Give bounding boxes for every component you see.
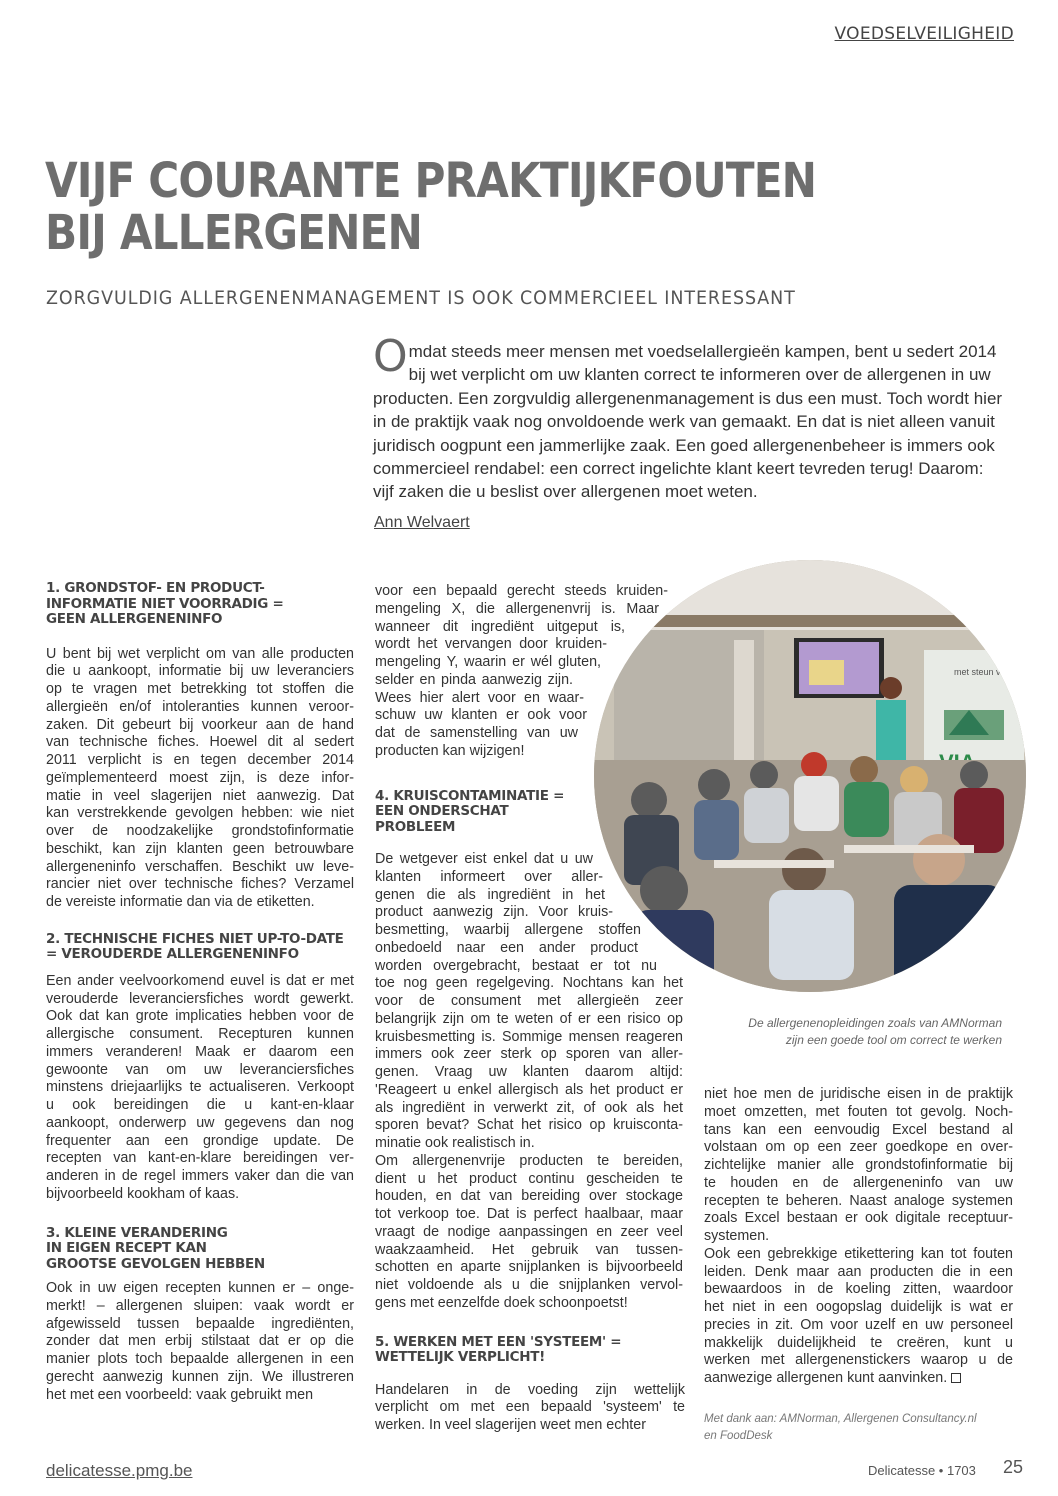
intro-line: bij wet verplicht om uw klanten correct te informeren over de allergenen in uw — [408, 365, 991, 385]
text-line: allergieën en/of intoleranties kunnen veroor- — [46, 698, 354, 715]
text-line: selder en pinda aanwezig zijn. — [375, 671, 573, 688]
banner-text: met steun van — [954, 667, 1011, 677]
text-line: matie in veel slagerijen niet aanwezig. Dat — [46, 787, 354, 804]
website-link[interactable]: delicatesse.pmg.be — [46, 1461, 193, 1480]
text-line: immers ook zeer sterk op sporen van aller- — [375, 1046, 683, 1063]
author-byline[interactable]: Ann Welvaert — [374, 514, 470, 531]
drop-cap: O — [373, 331, 408, 382]
heading-line: PROBLEEM — [375, 818, 456, 835]
section-heading-3 — [46, 1226, 354, 1273]
text-line: besmetting, waarbij allergene stoffen — [375, 922, 641, 938]
text-line: product aanwezig zijn. Voor kruis- — [375, 904, 613, 921]
seminar-photo-illustration — [594, 560, 1026, 992]
text-line: dient u het product continu gescheiden te — [375, 1170, 683, 1187]
text-line: aankoopt, onderwerp uw gegevens dan nog — [46, 1114, 354, 1131]
text-line: frequenter aan een grondige update. De — [46, 1132, 354, 1149]
text-line: zaken. Dit gebeurt bij voorkeur aan de hand — [46, 716, 354, 733]
text-line: makkelijk duidelijkheid te creëren, kunt u — [704, 1334, 1013, 1351]
text-line: immers veranderen! Maak er daarom een — [46, 1043, 354, 1060]
text-line: sporen bevat? Schat het risico op kruisconta- — [375, 1117, 683, 1134]
text-line: gerecht aanwezig kunnen zijn. We illustreren — [46, 1368, 354, 1385]
heading-line: EEN ONDERSCHAT — [375, 803, 509, 819]
text-line: minstens driejaarlijks te actualiseren. Verkoopt — [46, 1079, 354, 1096]
text-line: bijvoorbeeld kookham of kaas. — [46, 1185, 240, 1202]
text-line: kan verstrekkende gevolgen hebben: wie niet — [46, 805, 354, 822]
text-line: De wetgever eist enkel dat u uw — [375, 851, 593, 867]
magazine-issue: Delicatesse • 1703 — [868, 1463, 976, 1478]
heading-line: 2. TECHNISCHE FICHES NIET UP-TO-DATE — [46, 930, 344, 947]
text-line: bewaardoos in de koeling zitten, waardoor — [704, 1281, 1013, 1298]
column-1 — [46, 581, 354, 1404]
text-line: beschikt, kan zijn klanten geen betrouwbare — [46, 840, 354, 857]
text-line: minatie ook realistisch in. — [375, 1135, 535, 1151]
end-mark-icon — [951, 1373, 961, 1383]
text-line: tans kan een eenvoudig Excel bestand al — [704, 1121, 1013, 1138]
acknowledgement — [704, 1411, 977, 1445]
text-line: onbedoeld naar een ander product — [375, 939, 638, 956]
paragraph-2 — [46, 973, 354, 1204]
title-line: BIJ ALLERGENEN — [45, 205, 422, 261]
text-line: schuw uw klanten er ook voor — [375, 707, 587, 724]
intro-paragraph — [373, 331, 1013, 504]
text-line: geïmplementeerd moest zijn, is deze infor- — [46, 769, 354, 786]
seminar-photo — [594, 560, 1026, 992]
heading-line: WETTELIJK VERPLICHT! — [375, 1349, 546, 1365]
text-line: waakzaamheid. Het gebruik van tussen- — [375, 1241, 683, 1258]
intro-lines — [373, 331, 1013, 504]
article-title — [45, 155, 837, 259]
text-line: het met een voorbeeld: vaak gebruikt men — [46, 1386, 314, 1403]
text-line: als ingrediënt in verwerkt zit, of ook als het — [375, 1099, 683, 1116]
text-line: recepten te beheren. Naast analoge systemen — [704, 1192, 1013, 1209]
text-line: wanneer dit ingrediënt uitgeput is, — [375, 618, 625, 635]
heading-line: = VEROUDERDE ALLERGENENINFO — [46, 946, 299, 963]
paragraph-5-continued — [704, 1086, 1013, 1388]
text-line: toe nog geen regelgeving. Nochtans kan het — [375, 975, 683, 992]
text-line: systemen. — [704, 1228, 770, 1244]
caption-line: De allergenenopleidingen zoals van AMNorman — [748, 1016, 1002, 1030]
text-line: allergische consument. Recepturen kunnen — [46, 1026, 354, 1042]
text-line: zonder dat men erbij stilstaat dat er op die — [46, 1333, 354, 1350]
text-line: afgewisseld tussen bepaalde ingrediënten, — [46, 1315, 354, 1332]
column-3 — [704, 1086, 1013, 1388]
text-line: belangrijk zijn om te weten of er een risico op — [375, 1010, 683, 1027]
text-line: verouderde leveranciersfiches wordt gewerkt. — [46, 990, 354, 1007]
caption-line: zijn een goede tool om correct te werken — [785, 1033, 1002, 1047]
text-line: van technische fiches. Hoewel dit al sedert — [46, 734, 354, 751]
paragraph-3 — [46, 1280, 354, 1404]
text-line: recepten van kant-en-klare bereidingen ver- — [46, 1150, 354, 1167]
text-line: 2011 verplicht is en tegen december 2014 — [46, 752, 354, 768]
text-line: Een ander veelvoorkomend euvel is dat er met — [46, 972, 354, 989]
acknowledgement-line: en FoodDesk — [704, 1430, 773, 1442]
text-line: tot verkoop toe. Dat is perfect haalbaar, maar — [375, 1206, 683, 1222]
text-line: verplicht om met een bepaald 'systeem' te — [375, 1399, 685, 1416]
text-line: wordt het vervangen door kruiden- — [375, 636, 607, 653]
text-line: niet hoe men de juridische eisen in de praktijk — [704, 1086, 1013, 1102]
acknowledgement-line: Met dank aan: AMNorman, Allergenen Consultancy.nl — [704, 1413, 977, 1425]
intro-line: in de praktijk vaak nog onvoldoende werk van gemaakt. En dat is niet alleen vanuit — [373, 412, 995, 432]
text-line: anderen in de regel immers vaker dan die van — [46, 1168, 354, 1184]
text-line: rancier niet over technische fiches? Verzamel — [46, 876, 354, 893]
text-line: Ook in uw eigen recepten kunnen er – onge- — [46, 1280, 354, 1296]
heading-line: GROOTSE GEVOLGEN HEBBEN — [46, 1255, 265, 1272]
paragraph-5 — [375, 1382, 685, 1435]
text-line: volstaan om op een zeer goedkope en over- — [704, 1139, 1013, 1156]
text-line: manier plots toch bepaalde allergenen in een — [46, 1351, 354, 1367]
text-line: houden, en dat van bereiding over stockage — [375, 1188, 683, 1205]
text-line: zichtelijke manier alle grondstofinformatie bij — [704, 1157, 1013, 1173]
heading-line: GEEN ALLERGENENINFO — [46, 611, 223, 627]
text-line: 'Reageert u enkel allergisch als het product er — [375, 1081, 683, 1098]
text-line: werken met allergenenstickers waarop u de — [704, 1352, 1013, 1369]
heading-line: 1. GRONDSTOF- EN PRODUCT- — [46, 580, 265, 596]
text-line: moet omzetten, met fouten tot gevolg. Noch- — [704, 1103, 1013, 1120]
section-heading-1 — [46, 581, 354, 628]
text-line: het niet in een oogopslag duidelijk is wat er — [704, 1299, 1013, 1315]
text-line: dat de samenstelling van uw — [375, 725, 578, 741]
text-line: schotten en aparte snijplanken is bijvoorbeeld — [375, 1259, 683, 1276]
text-line: u ook bereidingen die u kant-en-klaar — [46, 1097, 354, 1113]
section-tag: VOEDSELVEILIGHEID — [834, 24, 1014, 44]
text-line: Ook dat kan grote implicaties hebben voor de — [46, 1008, 354, 1025]
text-line: gewoonte van om uw leveranciersfiches — [46, 1061, 354, 1078]
section-heading-5 — [375, 1335, 685, 1366]
heading-line: 5. WERKEN MET EEN 'SYSTEEM' = — [375, 1333, 622, 1350]
text-line: genen. Vraag uw klanten daarom altijd: — [375, 1064, 683, 1080]
text-line: genen die als ingrediënt in het — [375, 886, 605, 903]
title-line: VIJF COURANTE PRAKTIJKFOUTEN — [45, 153, 817, 209]
text-line: aanwezige allergenen kunt aanvinken. — [704, 1370, 1013, 1388]
text-line: de vereiste informatie dan via de etiketten. — [46, 894, 315, 910]
paragraph-1 — [46, 646, 354, 912]
text-line: kruisbesmetting is. Sommige mensen reageren — [375, 1028, 683, 1045]
photo-caption — [748, 1015, 1002, 1049]
intro-line: mdat steeds meer mensen met voedselallergieën kampen, bent u sedert 2014 — [408, 342, 997, 361]
text-line: Om allergenenvrije producten te bereiden, — [375, 1152, 683, 1169]
intro-line: juridisch oogpunt een jammerlijke zaak. Een goed allergenenbeheer is immers ook — [373, 435, 995, 455]
text-line: werken. In veel slagerijen weet men echter — [375, 1417, 646, 1433]
text-line: niet voldoende als u die snijplanken vervol- — [375, 1277, 683, 1293]
text-line: Handelaren in de voeding zijn wettelijk — [375, 1381, 685, 1398]
text-line: die u aankoopt, informatie bij uw leveranciers — [46, 663, 354, 680]
text-line: voor de consument met allergieën zeer — [375, 993, 683, 1009]
page-number: 25 — [1003, 1457, 1024, 1477]
intro-line: vijf zaken die u beslist over allergenen moet weten. — [373, 482, 758, 502]
text-line: producten kan wijzigen! — [375, 742, 525, 759]
text-line: Wees hier alert voor en waar- — [375, 689, 584, 706]
text-line: vraagt de nodige aanpassingen en zeer veel — [375, 1223, 683, 1240]
text-line: op te vragen met betrekking tot stoffen die — [46, 681, 354, 697]
heading-line: IN EIGEN RECEPT KAN — [46, 1240, 207, 1256]
text-line: voor een bepaald gerecht steeds kruiden- — [375, 583, 668, 599]
text-line: zoals Excel bestaan er ook digitale receptuur- — [704, 1210, 1013, 1227]
article-subtitle: ZORGVULDIG ALLERGENENMANAGEMENT IS OOK COMMERCIEEL INTERESSANT — [46, 287, 796, 309]
text-line: klanten informeert over aller- — [375, 868, 603, 885]
text-line: mengeling X, die allergenenvrij is. Maar — [375, 600, 659, 617]
text-line: mengeling Y, waarin er wél gluten, — [375, 654, 601, 670]
paragraph-4 — [375, 851, 685, 1313]
text-line: U bent bij wet verplicht om van alle producten — [46, 645, 354, 662]
text-line: Ook een gebrekkige etikettering kan tot fouten — [704, 1245, 1013, 1262]
text-line: leiden. Denk maar aan producten die in een — [704, 1263, 1013, 1280]
text-line: te houden en de allergeneninfo van uw — [704, 1174, 1013, 1191]
text-line: gens met eenzelfde doek schoonpoetst! — [375, 1294, 628, 1311]
text-line: merkt! – allergenen sluipen: vaak wordt er — [46, 1297, 354, 1314]
text-line: over de noodzakelijke grondstofinformatie — [46, 823, 354, 839]
text-line: precies in zit. Om voor uzelf en uw personeel — [704, 1316, 1013, 1333]
intro-line: producten. Een zorgvuldig allergenenmanagement is dus een must. Toch wordt hier — [373, 388, 1003, 408]
text-line: worden overgebracht, bestaat er tot nu — [375, 957, 657, 974]
heading-line: INFORMATIE NIET VOORRADIG = — [46, 595, 284, 612]
heading-line: 3. KLEINE VERANDERING — [46, 1224, 228, 1241]
text-line: allergeneninfo verschaffen. Beschikt uw leve- — [46, 858, 354, 875]
heading-line: 4. KRUISCONTAMINATIE = — [375, 787, 565, 804]
section-heading-2 — [46, 932, 354, 963]
intro-line: commercieel rendabel: een correct ingelichte klant keert tevreden terug! Daarom: — [373, 459, 984, 479]
